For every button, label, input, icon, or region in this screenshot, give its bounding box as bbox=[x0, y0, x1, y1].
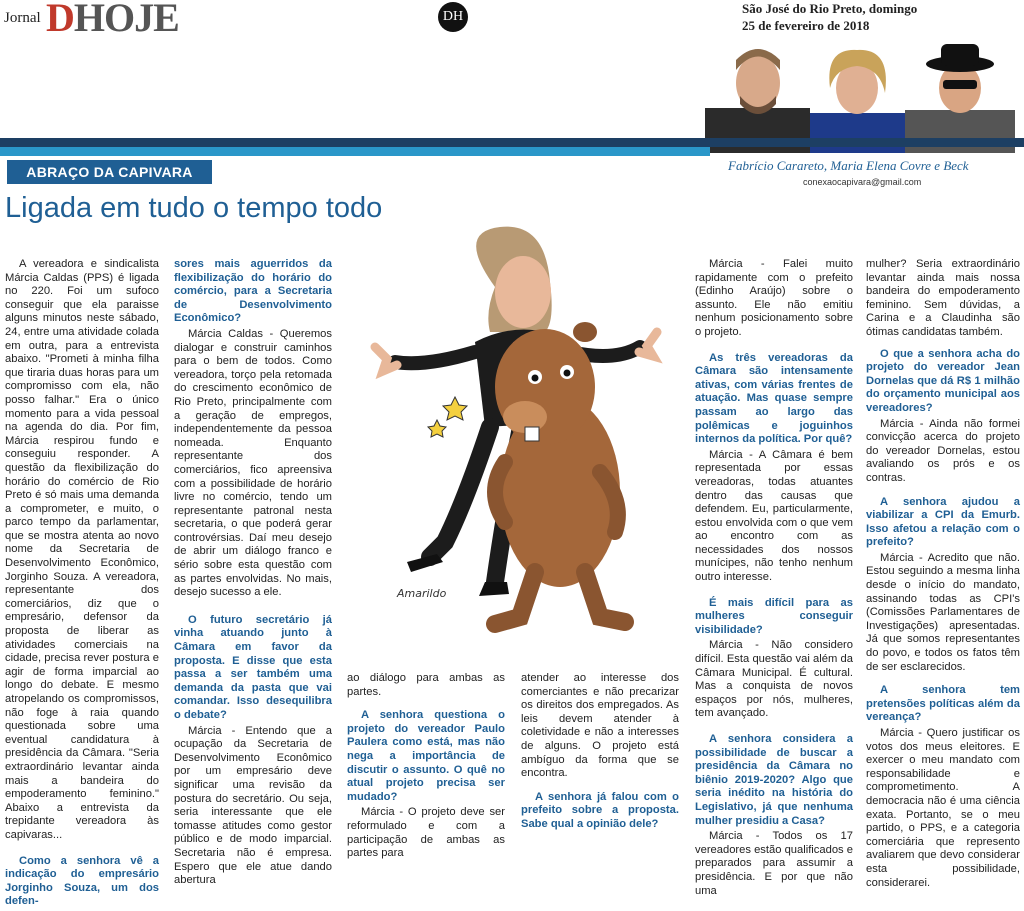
dateline-date: 25 de fevereiro de 2018 bbox=[742, 18, 870, 33]
article-paragraph: atender ao interesse dos comerciantes e não precarizar os direitos dos empregados. As leis devem atender à coletividade e não a interesses de alguns. O projeto está ambíguo da forma que se encontra. bbox=[521, 672, 679, 780]
article-paragraph: Márcia - Todos os 17 vereadores estão qualificados e preparados para assumir a presidência. E por que não uma bbox=[695, 830, 853, 897]
brand-prefix: Jornal bbox=[4, 10, 41, 26]
article-paragraph: A vereadora e sindicalista Márcia Caldas (PPS) é ligada no 220. Foi um sufoco conseguir que ela paraisse alguns minutos neste sábado, 24, entre uma atividade colada em outra, para a entrevista abaixo. "Prometi à minha filha que tiraria duas horas para um compromisso com ela, não posso falhar." Era o único momento para a vida pessoal na agenda do dia. Por fim, Márcia respirou fundo e conseguiu responder. A questão da flexibilização do horário do comércio de Rio Preto é só mais uma demanda a comprometer, e muito, o parco tempo da parlamentar, que se mostra atenta ao novo nome da Secretaria de Desenvolvimento Econômico, Jorginho Souza. A vereadora, representante dos comerciários, diz que o empresário, defensor da proposta de liberar as atividades comerciais na cidade, precisa rever postura e agir de forma imparcial ao longo do debate. E mesmo atropelando os compromissos, não foge à raia quando questionada sobre uma eventual candidatura à presidência da Câmara. "Seria extraordinário levantar ainda mais a bandeira do empoderamento feminino." Abaixo a entrevista da trepidante vereadora às capivaras... bbox=[5, 258, 159, 841]
interview-question: Como a senhora vê a indicação do empresário Jorginho Souza, um dos defen- bbox=[5, 854, 159, 908]
article-column-5 bbox=[695, 258, 853, 898]
dateline bbox=[742, 0, 917, 34]
interview-question: O futuro secretário já vinha atuando junto à Câmara em favor da proposta. E disse que esta passa a ser também uma demanda da pasta que vai comandar. Isso desequilibra o debate? bbox=[174, 613, 332, 721]
article-paragraph: Márcia - A Câmara é bem representada por essas vereadoras, todas atuantes dentro das causas que defendem. Eu, particularmente, estou envolvida com o que vem ao encontro com as necessidades dos nossos munícipes, não tenho nenhum outro interesse. bbox=[695, 448, 853, 584]
cartoon-signature: Amarildo bbox=[397, 587, 447, 600]
article-paragraph: Márcia - Falei muito rapidamente com o prefeito (Edinho Araújo) sobre o assunto. Ele não emitiu nenhum posicionamento sobre o projeto. bbox=[695, 258, 853, 338]
caricature-illustration bbox=[345, 222, 685, 662]
interview-question: A senhora considera a possibilidade de buscar a presidência da Câmara no biênio 2019-2020? Algo que seria inédito na história do Legislativo, já que nenhuma mulher presidiu a Casa? bbox=[695, 733, 853, 827]
columnist-photos bbox=[705, 38, 1015, 153]
brand-name[interactable] bbox=[46, 0, 179, 41]
article-paragraph: Márcia - Ainda não formei convicção acerca do projeto do vereador Dornelas, estou avaliando os prós e os contras. bbox=[866, 417, 1020, 484]
section-tag: ABRAÇO DA CAPIVARA bbox=[7, 160, 212, 184]
article-column-6 bbox=[866, 258, 1020, 890]
contact-email[interactable]: conexaocapivara@gmail.com bbox=[803, 177, 922, 187]
header-bar-dark bbox=[0, 138, 1024, 147]
article-column-2 bbox=[174, 258, 332, 888]
interview-question: A senhora já falou com o prefeito sobre a proposta. Sabe qual a opinião dele? bbox=[521, 790, 679, 830]
brand-name-hoje: HOJE bbox=[73, 0, 179, 40]
interview-question: O que a senhora acha do projeto do vereador Jean Dornelas que dá R$ 1 milhão do orçamento municipal aos vereadores? bbox=[866, 347, 1020, 414]
interview-question: As três vereadoras da Câmara são intensamente ativas, com várias frentes de atuação. Mas quase sempre passam ao largo das polêmicas e joguinhos internos da política. Por quê? bbox=[695, 351, 853, 446]
brand-name-d: D bbox=[46, 0, 74, 40]
columnist-photo-3 bbox=[905, 44, 1015, 153]
article-paragraph: Márcia - O projeto deve ser reformulado e com a participação de ambas as partes para bbox=[347, 806, 505, 860]
header-bar-light bbox=[0, 147, 710, 156]
interview-question: A senhora questiona o projeto do vereador Paulo Paulera como está, mas não nega a importância de discutir o assunto. O quê no atual projeto precisa ser mudado? bbox=[347, 709, 505, 803]
interview-question: sores mais aguerridos da flexibilização do horário do comércio, para a Secretaria de Desenvolvimento Econômico? bbox=[174, 258, 332, 325]
page-title: Ligada em tudo o tempo todo bbox=[5, 192, 383, 224]
article-paragraph: Márcia Caldas - Queremos dialogar e construir caminhos para o bem de todos. Como vereadora, torço pela retomada do crescimento econômico de Rio Preto, principalmente com a geração de empregos, independentemente da pessoa nomeada. Enquanto representante dos comerciários, fico apreensiva com a possibilidade de horário livre no comércio, tendo um representante patronal nesta secretaria, o que poderá gerar controvérsias. Daí meu desejo de abrir um diálogo franco e sério sobre esta questão com as partes envolvidas. No mais, desejo sucesso a ele. bbox=[174, 327, 332, 599]
impact-stars-icon bbox=[428, 397, 467, 437]
article-column-1 bbox=[5, 258, 159, 911]
article-paragraph: mulher? Seria extraordinário levantar ainda mais nossa bandeira do empoderamento feminino. Sem dúvidas, a Carina e a Claudinha são ótimas candidatas também. bbox=[866, 258, 1020, 338]
dateline-place: São José do Rio Preto, domingo bbox=[742, 1, 918, 16]
article-column-4 bbox=[521, 672, 679, 834]
article-paragraph: Márcia - Acredito que não. Estou seguindo a mesma linha desde o início do mandato, assinando todas as CPI's (Comissões Parlamentares de Investigações) apresentadas. Já que somos representantes do povo, e todos os fatos têm de ser esclarecidos. bbox=[866, 551, 1020, 673]
interview-question: É mais difícil para as mulheres conseguir visibilidade? bbox=[695, 596, 853, 636]
interview-question: A senhora ajudou a viabilizar a CPI da Emurb. Isso afetou a relação com o prefeito? bbox=[866, 495, 1020, 549]
article-paragraph: Márcia - Quero justificar os votos dos meus eleitores. E exercer o meu mandato com responsabilidade e comprometimento. A democracia não é uma ciência exata. Portanto, se o meu partido, o PPS, e a categoria comerciária que represento avaliarem que devo considerar esta possibilidade, considerarei. bbox=[866, 727, 1020, 889]
capybara-figure bbox=[495, 322, 625, 624]
logo-icon: DH bbox=[438, 2, 468, 32]
interview-question: A senhora tem pretensões políticas além da vereança? bbox=[866, 684, 1020, 724]
article-paragraph: Márcia - Entendo que a ocupação da Secretaria de Desenvolvimento Econômico por um empresário deve significar uma revisão da postura do secretário. Ou seja, seria interessante que ele tomasse atitudes como gestor público e de modo imparcial. Secretaria não é empresa. Espero que ele atue dando abertura bbox=[174, 724, 332, 887]
article-paragraph: Márcia - Não considero difícil. Esta questão vai além da Câmara Municipal. É cultural. Mas a conquista de novos espaços por nós, mulheres, tem avançado. bbox=[695, 639, 853, 720]
article-column-3 bbox=[347, 672, 505, 861]
article-paragraph: ao diálogo para ambas as partes. bbox=[347, 672, 505, 698]
authors-byline: Fabrício Carareto, Maria Elena Covre e Beck bbox=[728, 158, 969, 173]
